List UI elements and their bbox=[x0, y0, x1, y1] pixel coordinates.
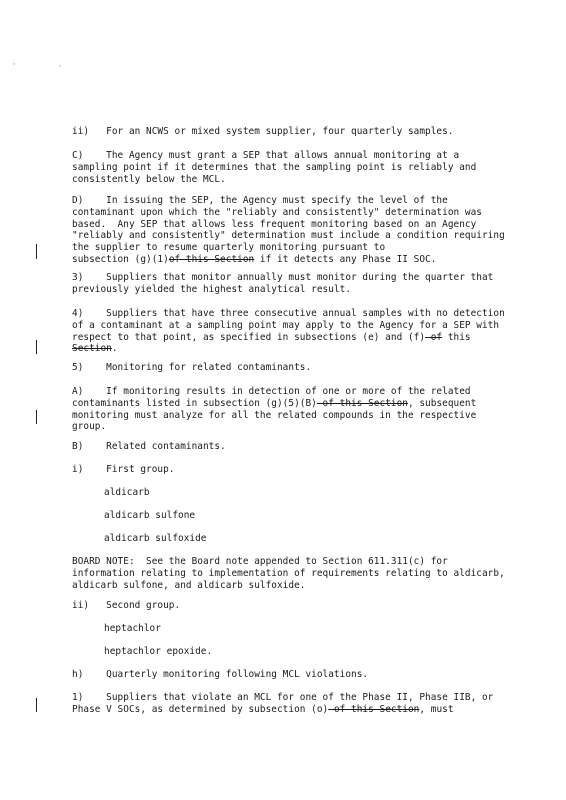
list-item: aldicarb bbox=[104, 487, 150, 498]
list-item: aldicarb sulfoxide bbox=[104, 533, 207, 544]
deleted-text: of this Section bbox=[328, 703, 420, 715]
paragraph-4-text: 4) Suppliers that have three consecutive annual samples with no detection of a contaminant at a sampling point may apply to the Agency for a SEP with respect to that point, as specified in subsections (e) and (f) bbox=[72, 308, 511, 343]
paragraph-d-ref: subsection (g)(1) bbox=[72, 253, 169, 265]
deleted-text: of this Section bbox=[168, 253, 255, 265]
paragraph-b: B) Related contaminants. bbox=[72, 441, 226, 452]
paragraph-i: i) First group. bbox=[72, 464, 175, 475]
paragraph-4-mid: this bbox=[442, 331, 477, 343]
paragraph-a-text: A) If monitoring results in detection of one or more of the related contaminants listed in subsection (g)(5)(B) bbox=[72, 386, 477, 409]
paragraph-a bbox=[72, 386, 506, 433]
revision-bar bbox=[36, 340, 37, 354]
paragraph-d-text: D) In issuing the SEP, the Agency must specify the level of the contaminant upon which the "reliably and consistently" determination was based. Any SEP that allows less frequent monitoring based on an Agency "reliably and consistently" determination must include a condition requiring the supplier to resume quarterly monitoring pursuant to bbox=[72, 195, 511, 254]
board-note: BOARD NOTE: See the Board note appended to Section 611.311(c) for information relating to implementation of requirements relating to aldicarb, aldicarb sulfone, and aldicarb sulfoxide. bbox=[72, 556, 511, 591]
scan-mark: ' bbox=[58, 64, 63, 72]
paragraph-ii-second: ii) Second group. bbox=[72, 600, 181, 611]
list-item: aldicarb sulfone bbox=[104, 510, 196, 521]
deleted-text: Section bbox=[72, 343, 112, 355]
paragraph-h: h) Quarterly monitoring following MCL violations. bbox=[72, 669, 369, 680]
scan-mark: ' bbox=[12, 62, 17, 70]
paragraph-ii-ncws: ii) For an NCWS or mixed system supplier, four quarterly samples. bbox=[72, 126, 454, 137]
deleted-text: of bbox=[425, 331, 443, 343]
paragraph-c: C) The Agency must grant a SEP that allows annual monitoring at a sampling point if it determines that the sampling point is reliably and consistently below the MCL. bbox=[72, 150, 482, 185]
paragraph-1-text: 1) Suppliers that violate an MCL for one of the Phase II, Phase IIB, or Phase V SOCs, as determined by subsection (o) bbox=[72, 692, 500, 715]
revision-bar bbox=[36, 244, 37, 259]
paragraph-1 bbox=[72, 692, 506, 716]
deleted-text: of this Section bbox=[316, 397, 408, 409]
paragraph-3: 3) Suppliers that monitor annually must monitor during the quarter that previously yielded the highest analytical result. bbox=[72, 272, 500, 295]
list-item: heptachlor bbox=[104, 623, 161, 634]
paragraph-a-end: , subsequent monitoring must analyze for all the related compounds in the respective group. bbox=[72, 397, 483, 433]
revision-bar bbox=[36, 698, 37, 712]
revision-bar bbox=[36, 410, 37, 424]
paragraph-5: 5) Monitoring for related contaminants. bbox=[72, 362, 312, 373]
paragraph-1-end: , must bbox=[419, 703, 454, 715]
paragraph-d-end: if it detects any Phase II SOC. bbox=[254, 253, 437, 265]
paragraph-d bbox=[72, 195, 511, 266]
list-item: heptachlor epoxide. bbox=[104, 646, 213, 657]
paragraph-4 bbox=[72, 308, 511, 355]
paragraph-4-end: . bbox=[111, 343, 118, 355]
